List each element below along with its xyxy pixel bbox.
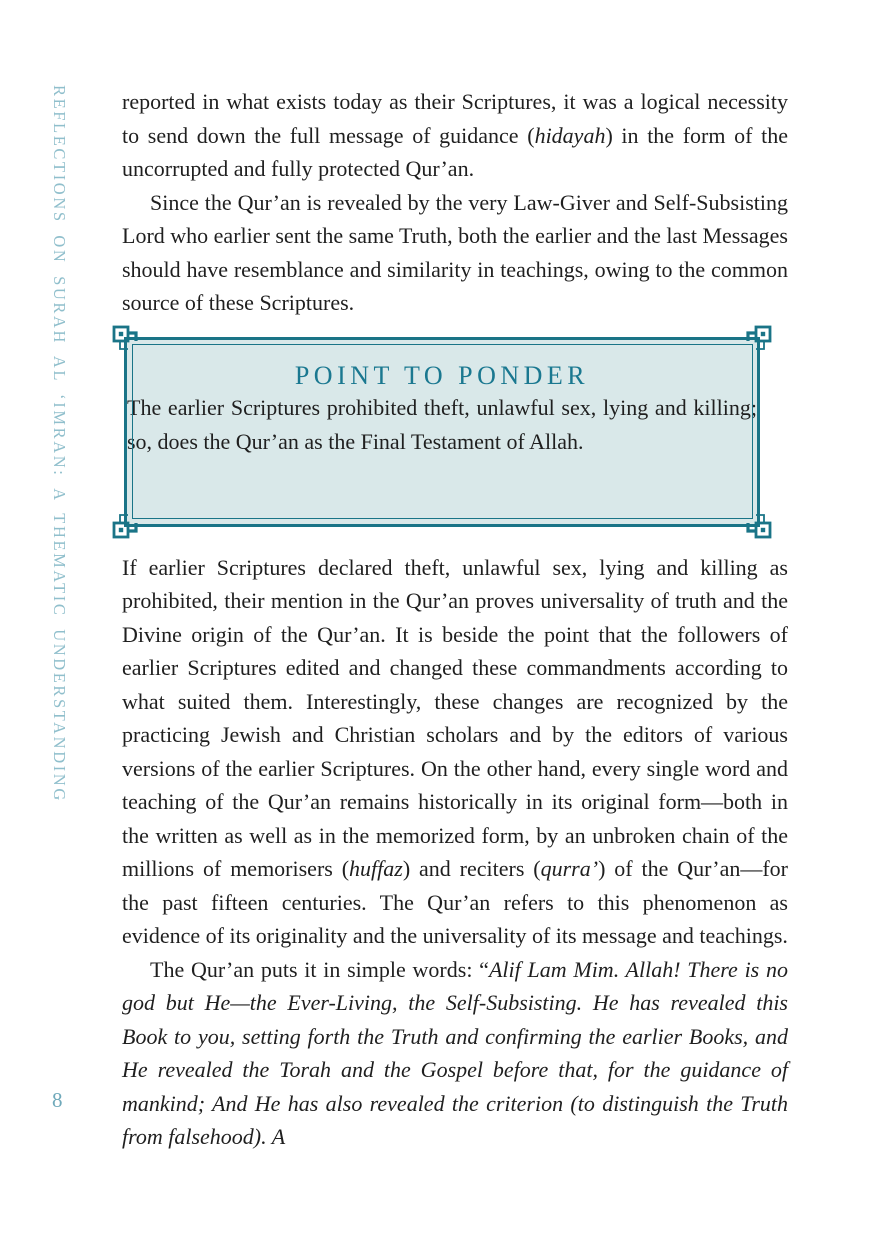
frame-corner-icon-top-right xyxy=(742,325,772,355)
body-column xyxy=(122,85,788,1154)
frame-corner-icon-bottom-right xyxy=(742,509,772,539)
page-number: 8 xyxy=(52,1088,63,1112)
body-text: If earlier Scriptures declared theft, unlawful sex, lying and killing as prohibited, their mention in the Qur’an proves universality of truth and the Divine origin of the Qur’an. It is beside the point that the followers of earlier Scriptures edited and changed these commandments according to what suited them. Interestingly, these changes are recognized by the practicing Jewish and Christian scholars and by the editors of various versions of the earlier Scriptures. On the other hand, every single word and teaching of the Qur’an remains historically in its original form—both in the written as well as in the memorized form, by an unbroken chain of the millions of memorisers ( xyxy=(122,554,788,881)
paragraph-1 xyxy=(122,85,788,186)
frame-corner-icon-bottom-left xyxy=(112,509,142,539)
body-text: ) of the Qur’an—for the past fifteen centuries. The Qur’an refers to this phenomenon as evidence of its originality and the universality of its message and teachings. xyxy=(122,856,789,948)
italic-term-huffaz: huffaz xyxy=(349,856,403,881)
italic-term-qurra: qurra’ xyxy=(540,856,599,881)
point-to-ponder-box xyxy=(124,337,760,527)
body-text: The Qur’an puts it in simple words: “ xyxy=(150,956,489,982)
ponder-box-body: The earlier Scriptures prohibited theft, unlawful sex, lying and killing; so, does the Qur’an as the Final Testament of Allah. xyxy=(127,394,757,454)
frame-corner-icon-top-left xyxy=(112,325,142,355)
body-text: ) and reciters ( xyxy=(402,856,541,881)
running-title: REFLECTIONS ON SURAH AL ‘IMRAN: A THEMATIC UNDERSTANDING xyxy=(50,85,69,803)
paragraph-4 xyxy=(122,953,788,1154)
ponder-box-title: POINT TO PONDER xyxy=(294,360,590,390)
body-text: reported in what exists today as their Scriptures, it was a logical necessity to send down the full message of guidance ( xyxy=(122,89,788,148)
body-text: ) in the form of the uncorrupted and fully protected Qur’an. xyxy=(122,122,788,181)
paragraph-2: Since the Qur’an is revealed by the very Law-Giver and Self-Subsisting Lord who earlier sent the same Truth, both the earlier and the last Messages should have resemblance and similarity in teachings, owing to the common source of these Scriptures. xyxy=(122,189,788,315)
quran-quote-italic: Alif Lam Mim. Allah! There is no god but He—the Ever-Living, the Self-Subsisting. He has revealed this Book to you, setting forth the Truth and confirming the earlier Books, and He revealed the Torah and the Gospel before that, for the guidance of mankind; And He has also revealed the criterion (to distinguish the Truth from falsehood). A xyxy=(122,956,788,1149)
italic-term-hidayah: hidayah xyxy=(534,122,606,148)
paragraph-3 xyxy=(122,551,788,953)
